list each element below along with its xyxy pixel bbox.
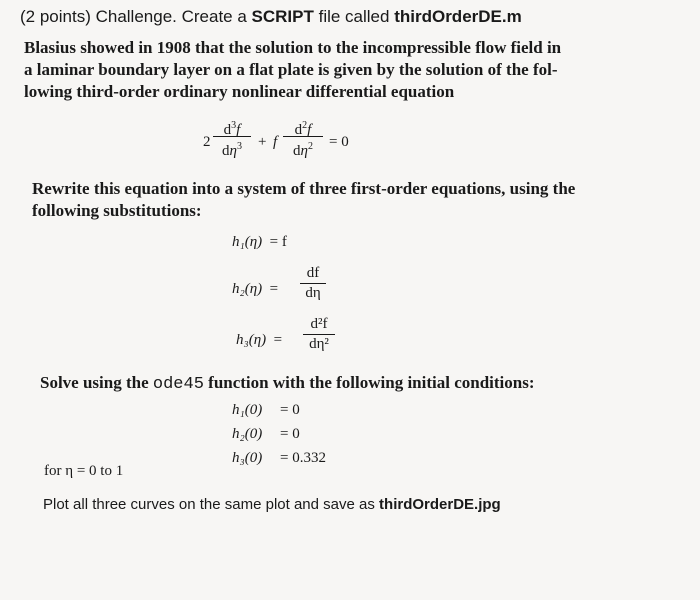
script-keyword: SCRIPT <box>251 7 314 26</box>
eta-range: for η = 0 to 1 <box>44 463 124 479</box>
initial-condition-h2: h₂(0) = 0 <box>232 426 300 442</box>
blasius-equation <box>203 116 363 172</box>
second-derivative-fraction: $d^2f$ $d\eta^2$ <box>283 116 323 157</box>
substitution-h3-fraction: d²f dη² <box>303 315 335 354</box>
substitution-h2-fraction: df dη <box>300 264 326 303</box>
equation-f: f <box>273 134 278 150</box>
equation-rhs: = 0 <box>329 134 349 150</box>
script-filename: thirdOrderDE.m <box>394 7 522 26</box>
initial-condition-h3: h₃(0) = 0.332 <box>232 450 326 466</box>
initial-condition-h1: h₁(0) = 0 <box>232 402 300 418</box>
intro-paragraph: Blasius showed in 1908 that the solution to the incompressible flow field in a laminar boundary layer on a flat plate is given by the solution of the fol- lowing third-order ordinary nonlinear differential equation <box>24 38 562 101</box>
ode45-function: ode45 <box>152 375 204 394</box>
equation-coefficient: 2 <box>203 134 211 150</box>
solve-instruction: Solve using the ode45 function with the following initial conditions: <box>40 373 535 394</box>
substitution-h1: h₁(η) = f <box>232 234 287 250</box>
equation-plus: + <box>258 134 267 150</box>
third-derivative-fraction: $d^3f$ $d\eta^3$ <box>213 116 251 157</box>
plot-filename: thirdOrderDE.jpg <box>379 496 501 513</box>
rewrite-paragraph: Rewrite this equation into a system of three first-order equations, using the following substitutions: <box>32 179 576 220</box>
plot-instruction: Plot all three curves on the same plot and save as thirdOrderDE.jpg <box>43 496 501 513</box>
substitution-h3-label: h₃(η) = <box>236 332 283 348</box>
substitution-h2-label: h₂(η) = <box>232 281 279 297</box>
task-header: (2 points) Challenge. Create a SCRIPT file called thirdOrderDE.m <box>20 7 522 26</box>
